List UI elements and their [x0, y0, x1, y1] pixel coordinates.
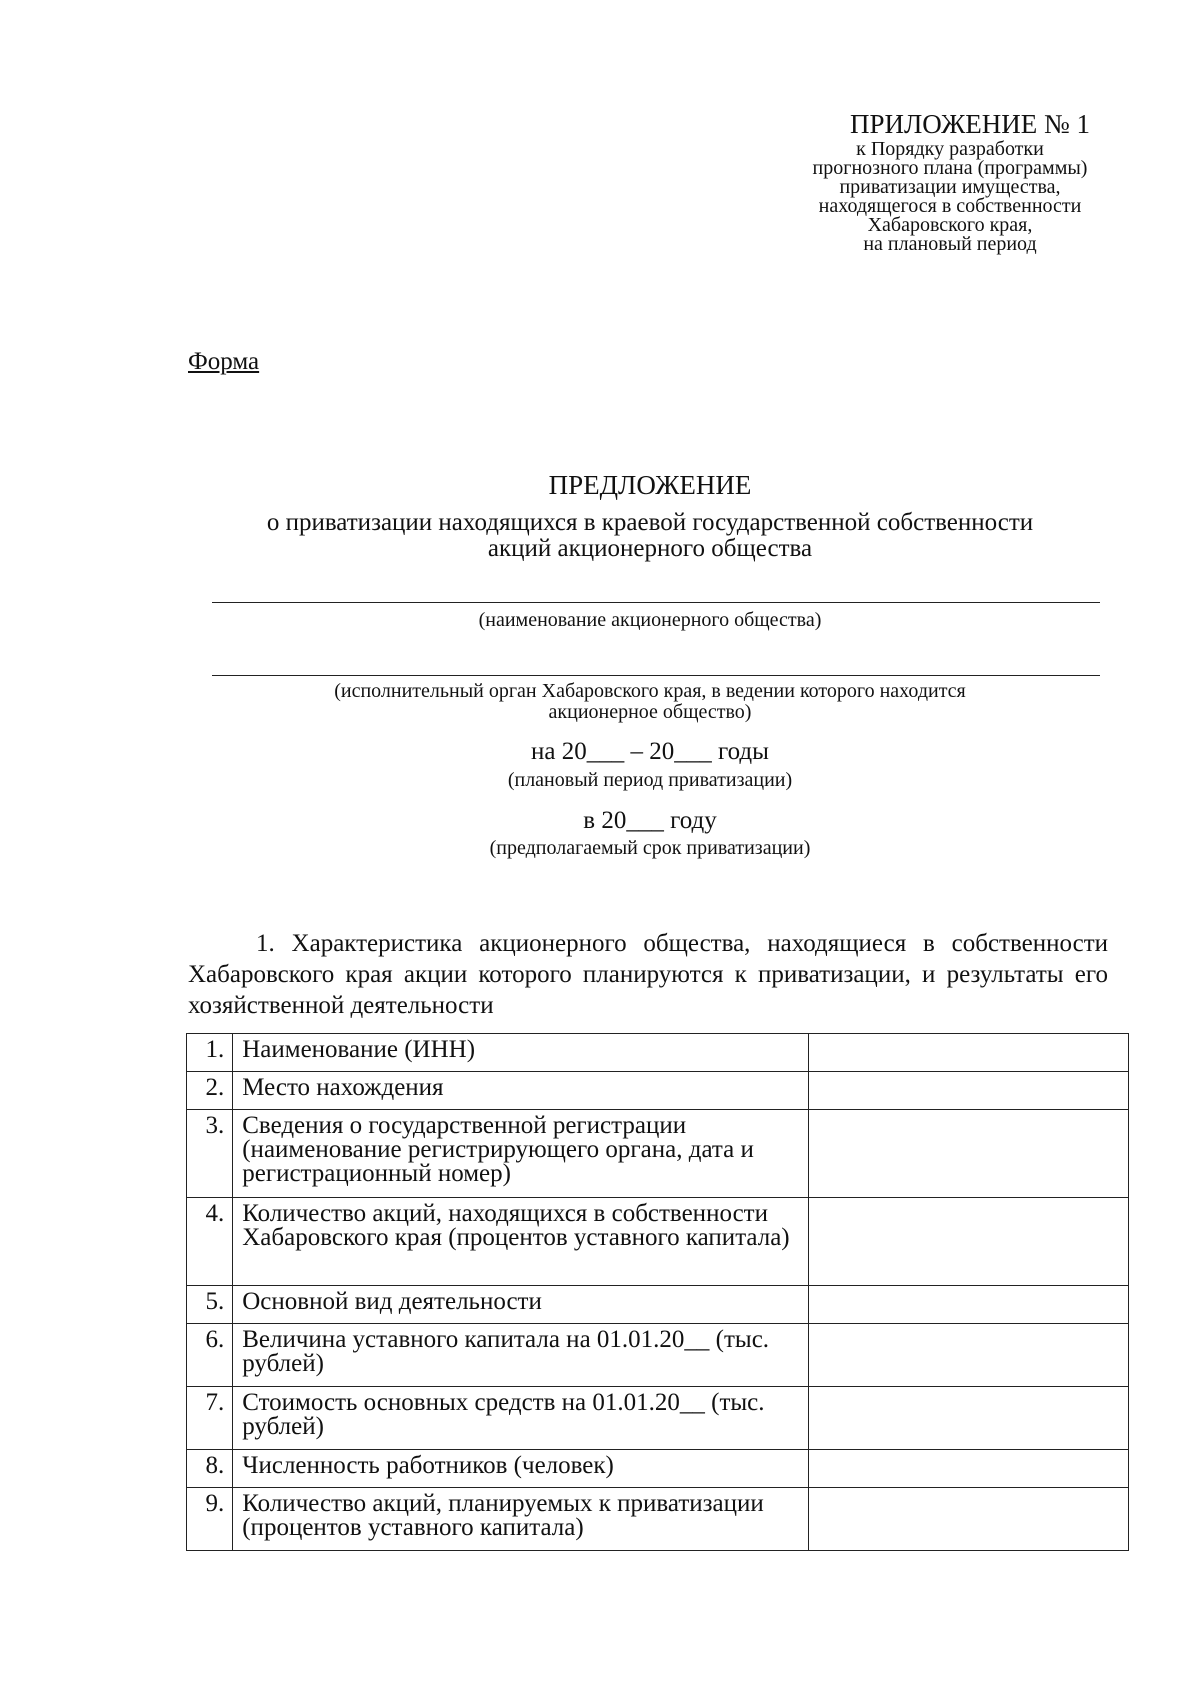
row-label: Место нахождения [233, 1072, 809, 1110]
appendix-block [740, 108, 1160, 254]
appendix-line: находящегося в собственности [818, 195, 1082, 217]
table-row [187, 1387, 1129, 1450]
row-label: Сведения о государственной регистрации (наименование регистрирующего органа, дата и регистрационный номер) [233, 1110, 809, 1198]
row-value-cell[interactable] [809, 1110, 1129, 1198]
appendix-line: Хабаровского края, [867, 214, 1033, 236]
row-value-cell[interactable] [809, 1198, 1129, 1286]
row-number: 3. [187, 1110, 233, 1198]
appendix-title: ПРИЛОЖЕНИЕ № 1 [849, 109, 1091, 139]
executive-body-caption [190, 681, 1110, 723]
appendix-line: приватизации имущества, [839, 176, 1061, 198]
table-row [187, 1034, 1129, 1072]
row-label: Количество акций, находящихся в собственности Хабаровского края (процентов уставного капитала) [233, 1198, 809, 1286]
table-row [187, 1110, 1129, 1198]
row-label: Основной вид деятельности [233, 1286, 809, 1324]
caption-line: (исполнительный орган Хабаровского края, в ведении которого находится [334, 680, 966, 702]
row-label: Наименование (ИНН) [233, 1034, 809, 1072]
row-number: 4. [187, 1198, 233, 1286]
row-value-cell[interactable] [809, 1324, 1129, 1387]
row-value-cell[interactable] [809, 1387, 1129, 1450]
row-number: 8. [187, 1450, 233, 1488]
table-row [187, 1072, 1129, 1110]
company-name-caption: (наименование акционерного общества) [478, 609, 822, 631]
subtitle-line: о приватизации находящихся в краевой государственной собственности [266, 509, 1034, 536]
table-row [187, 1286, 1129, 1324]
row-value-cell[interactable] [809, 1450, 1129, 1488]
row-value-cell[interactable] [809, 1286, 1129, 1324]
planning-period: на 20___ – 20___ годы [531, 738, 769, 765]
row-value-cell[interactable] [809, 1034, 1129, 1072]
appendix-line: к Порядку разработки [856, 138, 1044, 160]
subtitle-line: акций акционерного общества [487, 535, 813, 562]
row-number: 2. [187, 1072, 233, 1110]
row-label: Величина уставного капитала на 01.01.20__ (тыс. рублей) [233, 1324, 809, 1387]
company-name-blank-line [212, 602, 1100, 603]
row-number: 9. [187, 1488, 233, 1551]
caption-line: акционерное общество) [548, 701, 752, 723]
row-number: 6. [187, 1324, 233, 1387]
executive-body-blank-line [212, 675, 1100, 676]
row-label: Стоимость основных средств на 01.01.20__ (тыс. рублей) [233, 1387, 809, 1450]
privatization-year-caption: (предполагаемый срок приватизации) [489, 837, 811, 859]
document-title: ПРЕДЛОЖЕНИЕ [548, 470, 752, 500]
appendix-line: прогнозного плана (программы) [812, 157, 1088, 179]
document-subtitle [190, 510, 1110, 562]
form-label: Форма [188, 348, 260, 375]
privatization-year: в 20___ году [583, 807, 717, 834]
row-label: Численность работников (человек) [233, 1450, 809, 1488]
table-row [187, 1198, 1129, 1286]
row-number: 5. [187, 1286, 233, 1324]
row-label: Количество акций, планируемых к приватизации (процентов уставного капитала) [233, 1488, 809, 1551]
row-value-cell[interactable] [809, 1072, 1129, 1110]
table-row [187, 1488, 1129, 1551]
section-1-heading: 1. Характеристика акционерного общества, находящиеся в собственности Хабаровского края акции которого планируются к приватизации, и результаты его хозяйственной деятельности [188, 930, 1108, 1019]
appendix-line: на плановый период [863, 233, 1037, 255]
planning-period-caption: (плановый период приватизации) [507, 769, 793, 791]
company-characteristics-table [186, 1033, 1129, 1551]
row-value-cell[interactable] [809, 1488, 1129, 1551]
row-number: 1. [187, 1034, 233, 1072]
row-number: 7. [187, 1387, 233, 1450]
table-row [187, 1324, 1129, 1387]
table-row [187, 1450, 1129, 1488]
